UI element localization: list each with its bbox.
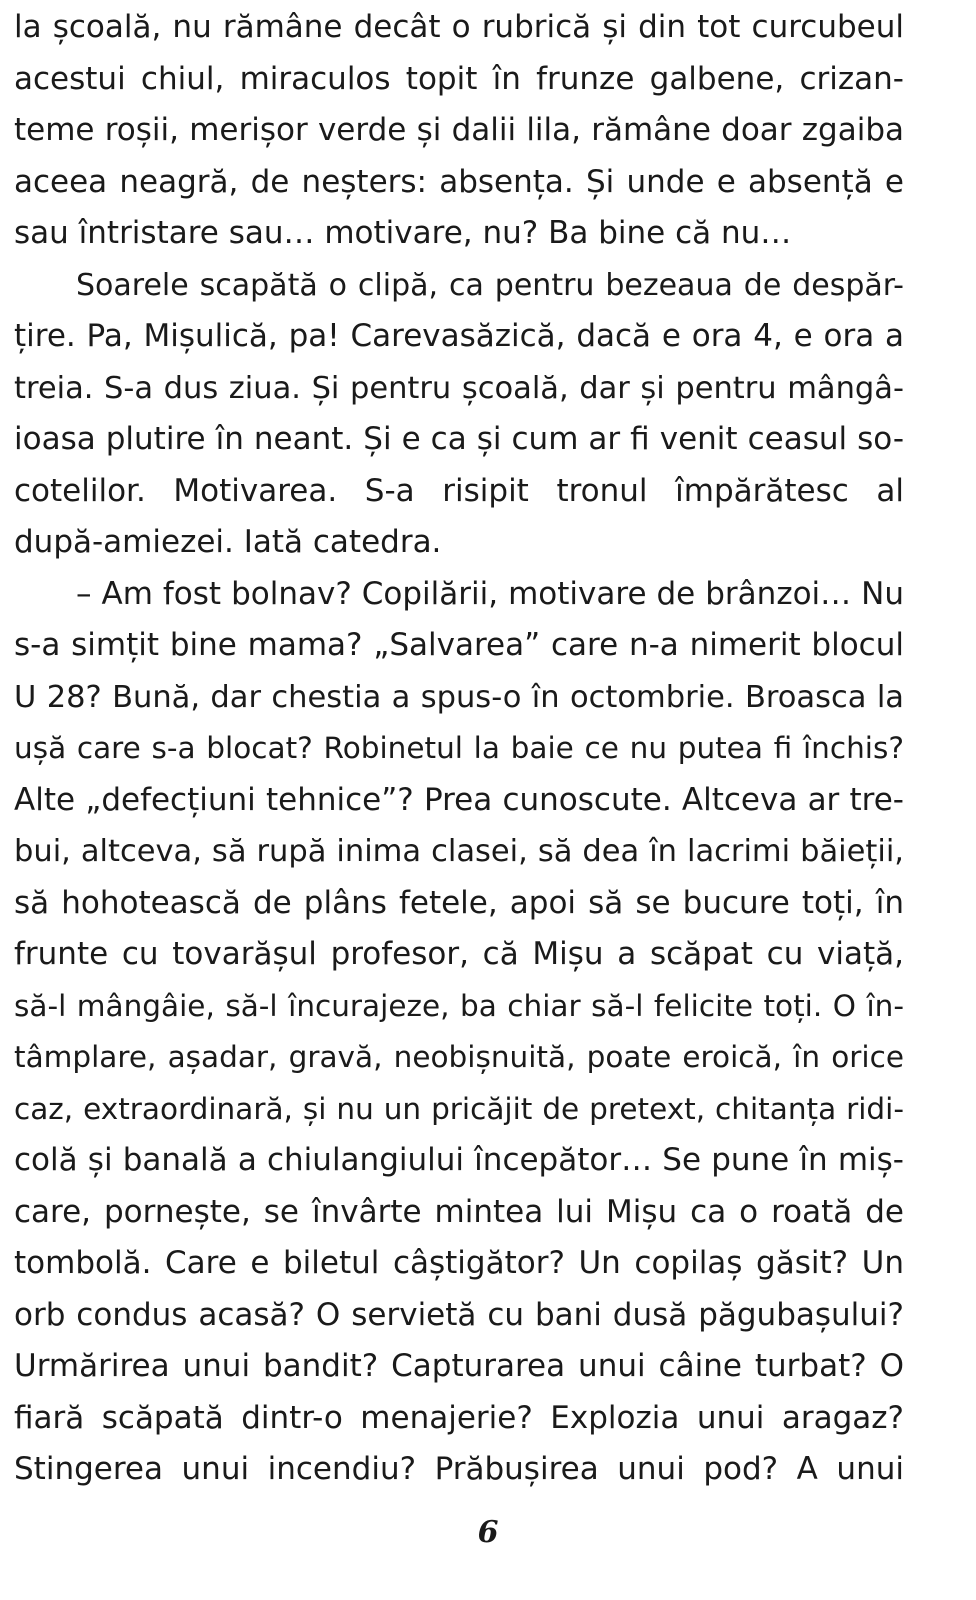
text-line: acestui chiul, miraculos topit în frunze galbene, crizan- [14,60,904,97]
text-line: să hohotească de plâns fetele, apoi să se bucure toți, în [14,884,904,921]
text-line: Stingerea unui incendiu? Prăbușirea unui pod? A unui [14,1451,904,1487]
text-line: care, pornește, se învârte mintea lui Mișu ca o roată de [14,1193,904,1230]
text-line: țire. Pa, Mișulică, pa! Carevasăzică, dacă e ora 4, e ora a [14,318,904,354]
body-text [14,2,904,1496]
text-line: bui, altceva, să rupă inima clasei, să dea în lacrimi băieții, [14,834,904,869]
text-line: colă și banală a chiulangiului începător… Se pune în miș- [14,1142,904,1178]
text-line: s-a simțit bine mama? „Salvarea” care n-a nimerit blocul [14,627,904,663]
page-number: 6 [477,1515,499,1550]
text-line: ușă care s-a blocat? Robinetul la baie ce nu putea fi închis? [14,731,904,765]
text-line: Alte „defecțiuni tehnice”? Prea cunoscute. Altceva ar tre- [14,781,904,818]
text-line: frunte cu tovarășul profesor, că Mișu a scăpat cu viață, [14,936,904,972]
text-line: orb condus acasă? O servietă cu bani dusă păgubașului? [14,1296,904,1333]
text-line: treia. S-a dus ziua. Și pentru școală, dar și pentru mângâ- [14,370,904,406]
text-line: U 28? Bună, dar chestia a spus-o în octombrie. Broasca la [14,679,904,715]
text-line: să-l mângâie, să-l încurajeze, ba chiar să-l felicite toți. O în- [14,988,904,1023]
text-line: – Am fost bolnav? Copilării, motivare de brânzoi… Nu [76,575,904,612]
text-line: tombolă. Care e biletul câștigător? Un copilaș găsit? Un [14,1245,904,1281]
text-line: caz, extraordinară, și nu un pricăjit de pretext, chitanța ridi- [14,1091,904,1126]
text-line: aceea neagră, de neșters: absența. Și unde e absență e [14,163,904,200]
text-line: fiară scăpată dintr-o menajerie? Explozia unui aragaz? [14,1399,904,1436]
text-line: la școală, nu rămâne decât o rubrică și din tot curcubeul [14,9,904,45]
text-line: după-amiezei. Iată catedra. [14,524,442,560]
text-line: Urmărirea unui bandit? Capturarea unui câine turbat? O [14,1348,904,1384]
text-line: tâmplare, așadar, gravă, neobișnuită, poate eroică, în orice [14,1040,904,1074]
text-line: Soarele scapătă o clipă, ca pentru bezeaua de despăr- [76,267,904,303]
text-line: sau întristare sau… motivare, nu? Ba bine că nu… [14,215,792,251]
text-line: cotelilor. Motivarea. S-a risipit tronul împărătesc al [14,472,904,509]
text-line: teme roșii, merișor verde și dalii lila, rămâne doar zgaiba [14,112,904,148]
text-line: ioasa plutire în neant. Și e ca și cum ar fi venit ceasul so- [14,421,904,457]
